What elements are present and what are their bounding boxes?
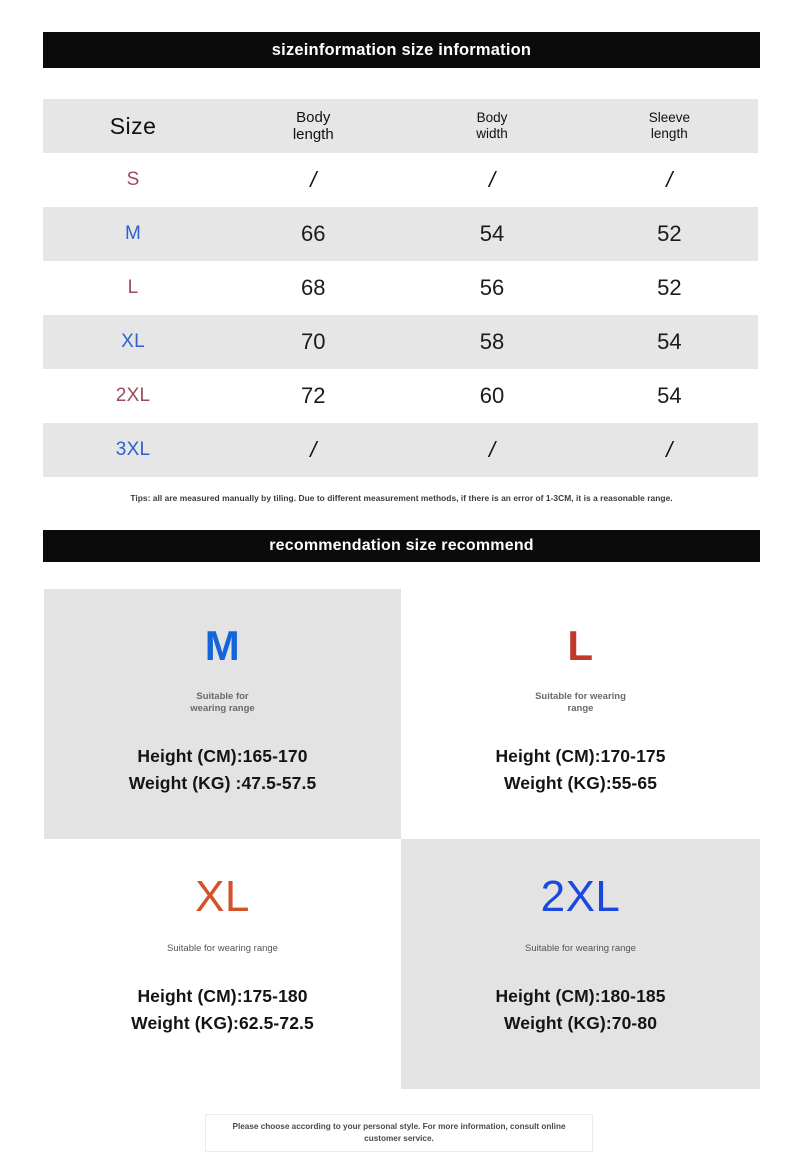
cell-body-width: 54 xyxy=(479,221,505,246)
cell-sleeve-length: 52 xyxy=(657,221,682,246)
suitable-range-caption xyxy=(167,943,278,955)
recommendation-cell xyxy=(401,589,760,839)
column-header-sleeve-length-line1: Sleeve xyxy=(648,110,690,126)
recommendation-metrics xyxy=(131,983,314,1037)
table-header-row xyxy=(43,99,758,153)
recommendation-metrics xyxy=(129,743,317,797)
recommendation-size-label: 2XL xyxy=(540,872,621,921)
recommendation-cell xyxy=(44,589,401,839)
column-header-body-width-line1: Body xyxy=(476,110,508,126)
column-header-body-width-line2: width xyxy=(476,126,508,141)
suitable-range-line1: Suitable for wearing range xyxy=(525,943,636,954)
size-information-banner-label: sizeinformation size information xyxy=(271,40,532,59)
cell-body-width: 56 xyxy=(479,275,505,300)
cell-body-width: 60 xyxy=(479,383,505,408)
column-header-body-length xyxy=(223,99,403,153)
cell-body-length: 68 xyxy=(301,275,326,300)
measurement-tips-note: Tips: all are measured manually by tiling. Due to different measurement methods, if there is an error of 1-3CM, it is a reasonable range. xyxy=(130,493,673,503)
recommendation-height-value: Height (CM):180-185 xyxy=(495,985,666,1006)
recommendation-metrics xyxy=(495,743,665,797)
cell-sleeve-length: 54 xyxy=(657,329,682,354)
size-information-banner xyxy=(43,32,760,68)
cell-body-length: 72 xyxy=(301,383,326,408)
suitable-range-line1: Suitable for wearing range xyxy=(167,943,278,954)
recommendation-metrics xyxy=(495,983,665,1037)
table-row xyxy=(43,261,758,315)
cell-body-length: 70 xyxy=(301,329,326,354)
cell-body-length: / xyxy=(310,437,317,462)
suitable-range-line1: Suitable for xyxy=(196,691,249,702)
recommendation-height-value: Height (CM):170-175 xyxy=(495,745,666,766)
cell-sleeve-length: 54 xyxy=(657,383,682,408)
cell-body-length: / xyxy=(310,167,317,192)
size-measurement-table xyxy=(43,99,758,477)
recommendation-cell xyxy=(44,839,401,1089)
footer-advice-note: Please choose according to your personal style. For more information, consult online customer service. xyxy=(205,1114,593,1152)
column-header-body-length-line1: Body xyxy=(296,108,331,126)
recommendation-weight-value: Weight (KG):55-65 xyxy=(503,772,658,793)
column-header-body-width xyxy=(403,99,580,153)
cell-size-label: S xyxy=(126,169,140,190)
suitable-range-line1: Suitable for wearing xyxy=(535,691,626,702)
table-row xyxy=(43,153,758,207)
suitable-range-caption xyxy=(535,691,626,715)
column-header-sleeve-length-line2: length xyxy=(650,126,688,141)
table-row xyxy=(43,369,758,423)
cell-sleeve-length: 52 xyxy=(657,275,682,300)
suitable-range-line2: wearing range xyxy=(190,702,255,714)
size-recommendation-banner xyxy=(43,530,760,562)
suitable-range-line2: range xyxy=(567,702,594,714)
recommendation-size-label: XL xyxy=(195,872,250,921)
recommendation-size-label: L xyxy=(567,622,594,669)
cell-sleeve-length: / xyxy=(666,437,673,462)
cell-size-label: 2XL xyxy=(115,385,151,406)
table-row xyxy=(43,315,758,369)
recommendation-weight-value: Weight (KG):62.5-72.5 xyxy=(131,1013,314,1033)
table-row xyxy=(43,207,758,261)
recommendation-height-value: Height (CM):165-170 xyxy=(137,745,308,766)
cell-size-label: M xyxy=(125,223,142,244)
cell-body-width: / xyxy=(488,437,496,462)
cell-size-label: L xyxy=(127,277,139,298)
size-table-body xyxy=(43,153,758,477)
column-header-sleeve-length xyxy=(581,99,758,153)
cell-sleeve-length: / xyxy=(666,167,673,192)
size-recommendation-grid xyxy=(44,589,760,1089)
recommendation-cell xyxy=(401,839,760,1089)
column-header-body-length-line2: length xyxy=(292,126,334,143)
recommendation-weight-value: Weight (KG):70-80 xyxy=(503,1013,658,1033)
cell-body-width: 58 xyxy=(479,329,505,354)
cell-body-width: / xyxy=(488,167,496,192)
suitable-range-caption xyxy=(190,691,254,715)
cell-body-length: 66 xyxy=(301,221,326,246)
recommendation-weight-value: Weight (KG) :47.5-57.5 xyxy=(128,772,317,793)
cell-size-label: XL xyxy=(121,331,145,352)
recommendation-size-label: M xyxy=(204,622,241,669)
recommendation-height-value: Height (CM):175-180 xyxy=(137,985,308,1006)
column-header-size: Size xyxy=(109,112,157,139)
suitable-range-caption xyxy=(525,943,636,955)
cell-size-label: 3XL xyxy=(115,439,151,460)
table-row xyxy=(43,423,758,477)
size-recommendation-banner-label: recommendation size recommend xyxy=(269,537,534,554)
